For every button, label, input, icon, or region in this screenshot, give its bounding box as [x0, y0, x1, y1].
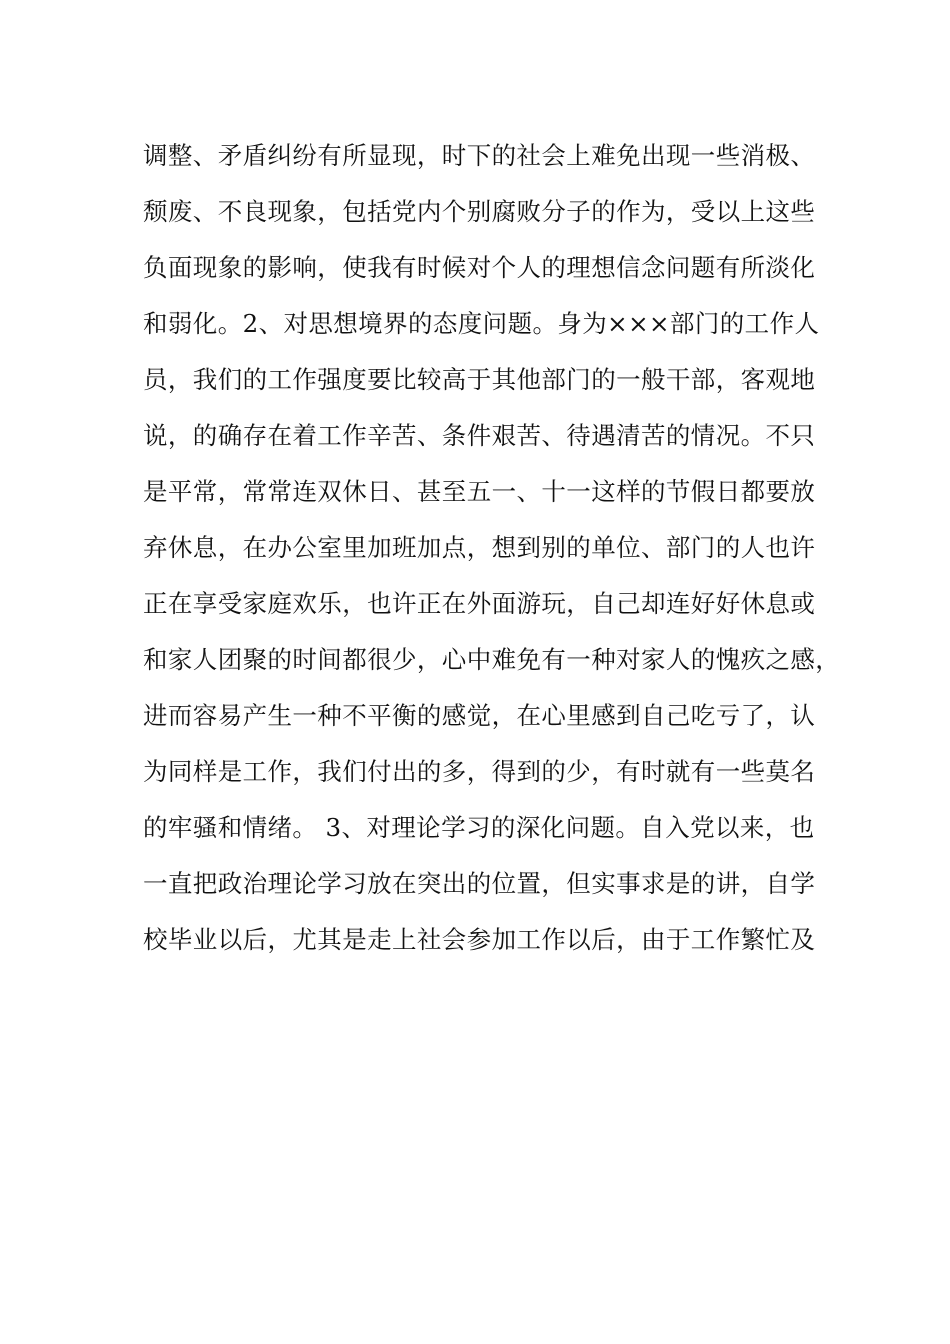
text-line-3: 负面现象的影响，使我有时候对个人的理想信念问题有所淡化: [143, 253, 816, 282]
text-line-14: 一直把政治理论学习放在突出的位置，但实事求是的讲，自学: [143, 869, 816, 898]
text-line-7: 是平常，常常连双休日、甚至五一、十一这样的节假日都要放: [143, 477, 816, 506]
text-line-10: 和家人团聚的时间都很少，心中难免有一种对家人的愧疚之感，: [143, 645, 841, 674]
text-line-11: 进而容易产生一种不平衡的感觉，在心里感到自己吃亏了，认: [143, 701, 816, 730]
text-line-1: 调整、矛盾纠纷有所显现，时下的社会上难免出现一些消极、: [143, 141, 816, 170]
text-line-15: 校毕业以后，尤其是走上社会参加工作以后，由于工作繁忙及: [143, 925, 816, 954]
text-line-6: 说，的确存在着工作辛苦、条件艰苦、待遇清苦的情况。不只: [143, 421, 816, 450]
text-line-13: 的牢骚和情绪。 3、对理论学习的深化问题。自入党以来，也: [143, 813, 815, 842]
text-line-2: 颓废、不良现象，包括党内个别腐败分子的作为，受以上这些: [143, 197, 816, 226]
text-line-8: 弃休息，在办公室里加班加点，想到别的单位、部门的人也许: [143, 533, 816, 562]
text-line-4: 和弱化。2、对思想境界的态度问题。身为×××部门的工作人: [143, 309, 820, 338]
text-line-12: 为同样是工作，我们付出的多，得到的少，有时就有一些莫名: [143, 757, 816, 786]
body-text: [143, 128, 843, 968]
text-line-5: 员，我们的工作强度要比较高于其他部门的一般干部，客观地: [143, 365, 816, 394]
text-line-9: 正在享受家庭欢乐，也许正在外面游玩，自己却连好好休息或: [143, 589, 816, 618]
